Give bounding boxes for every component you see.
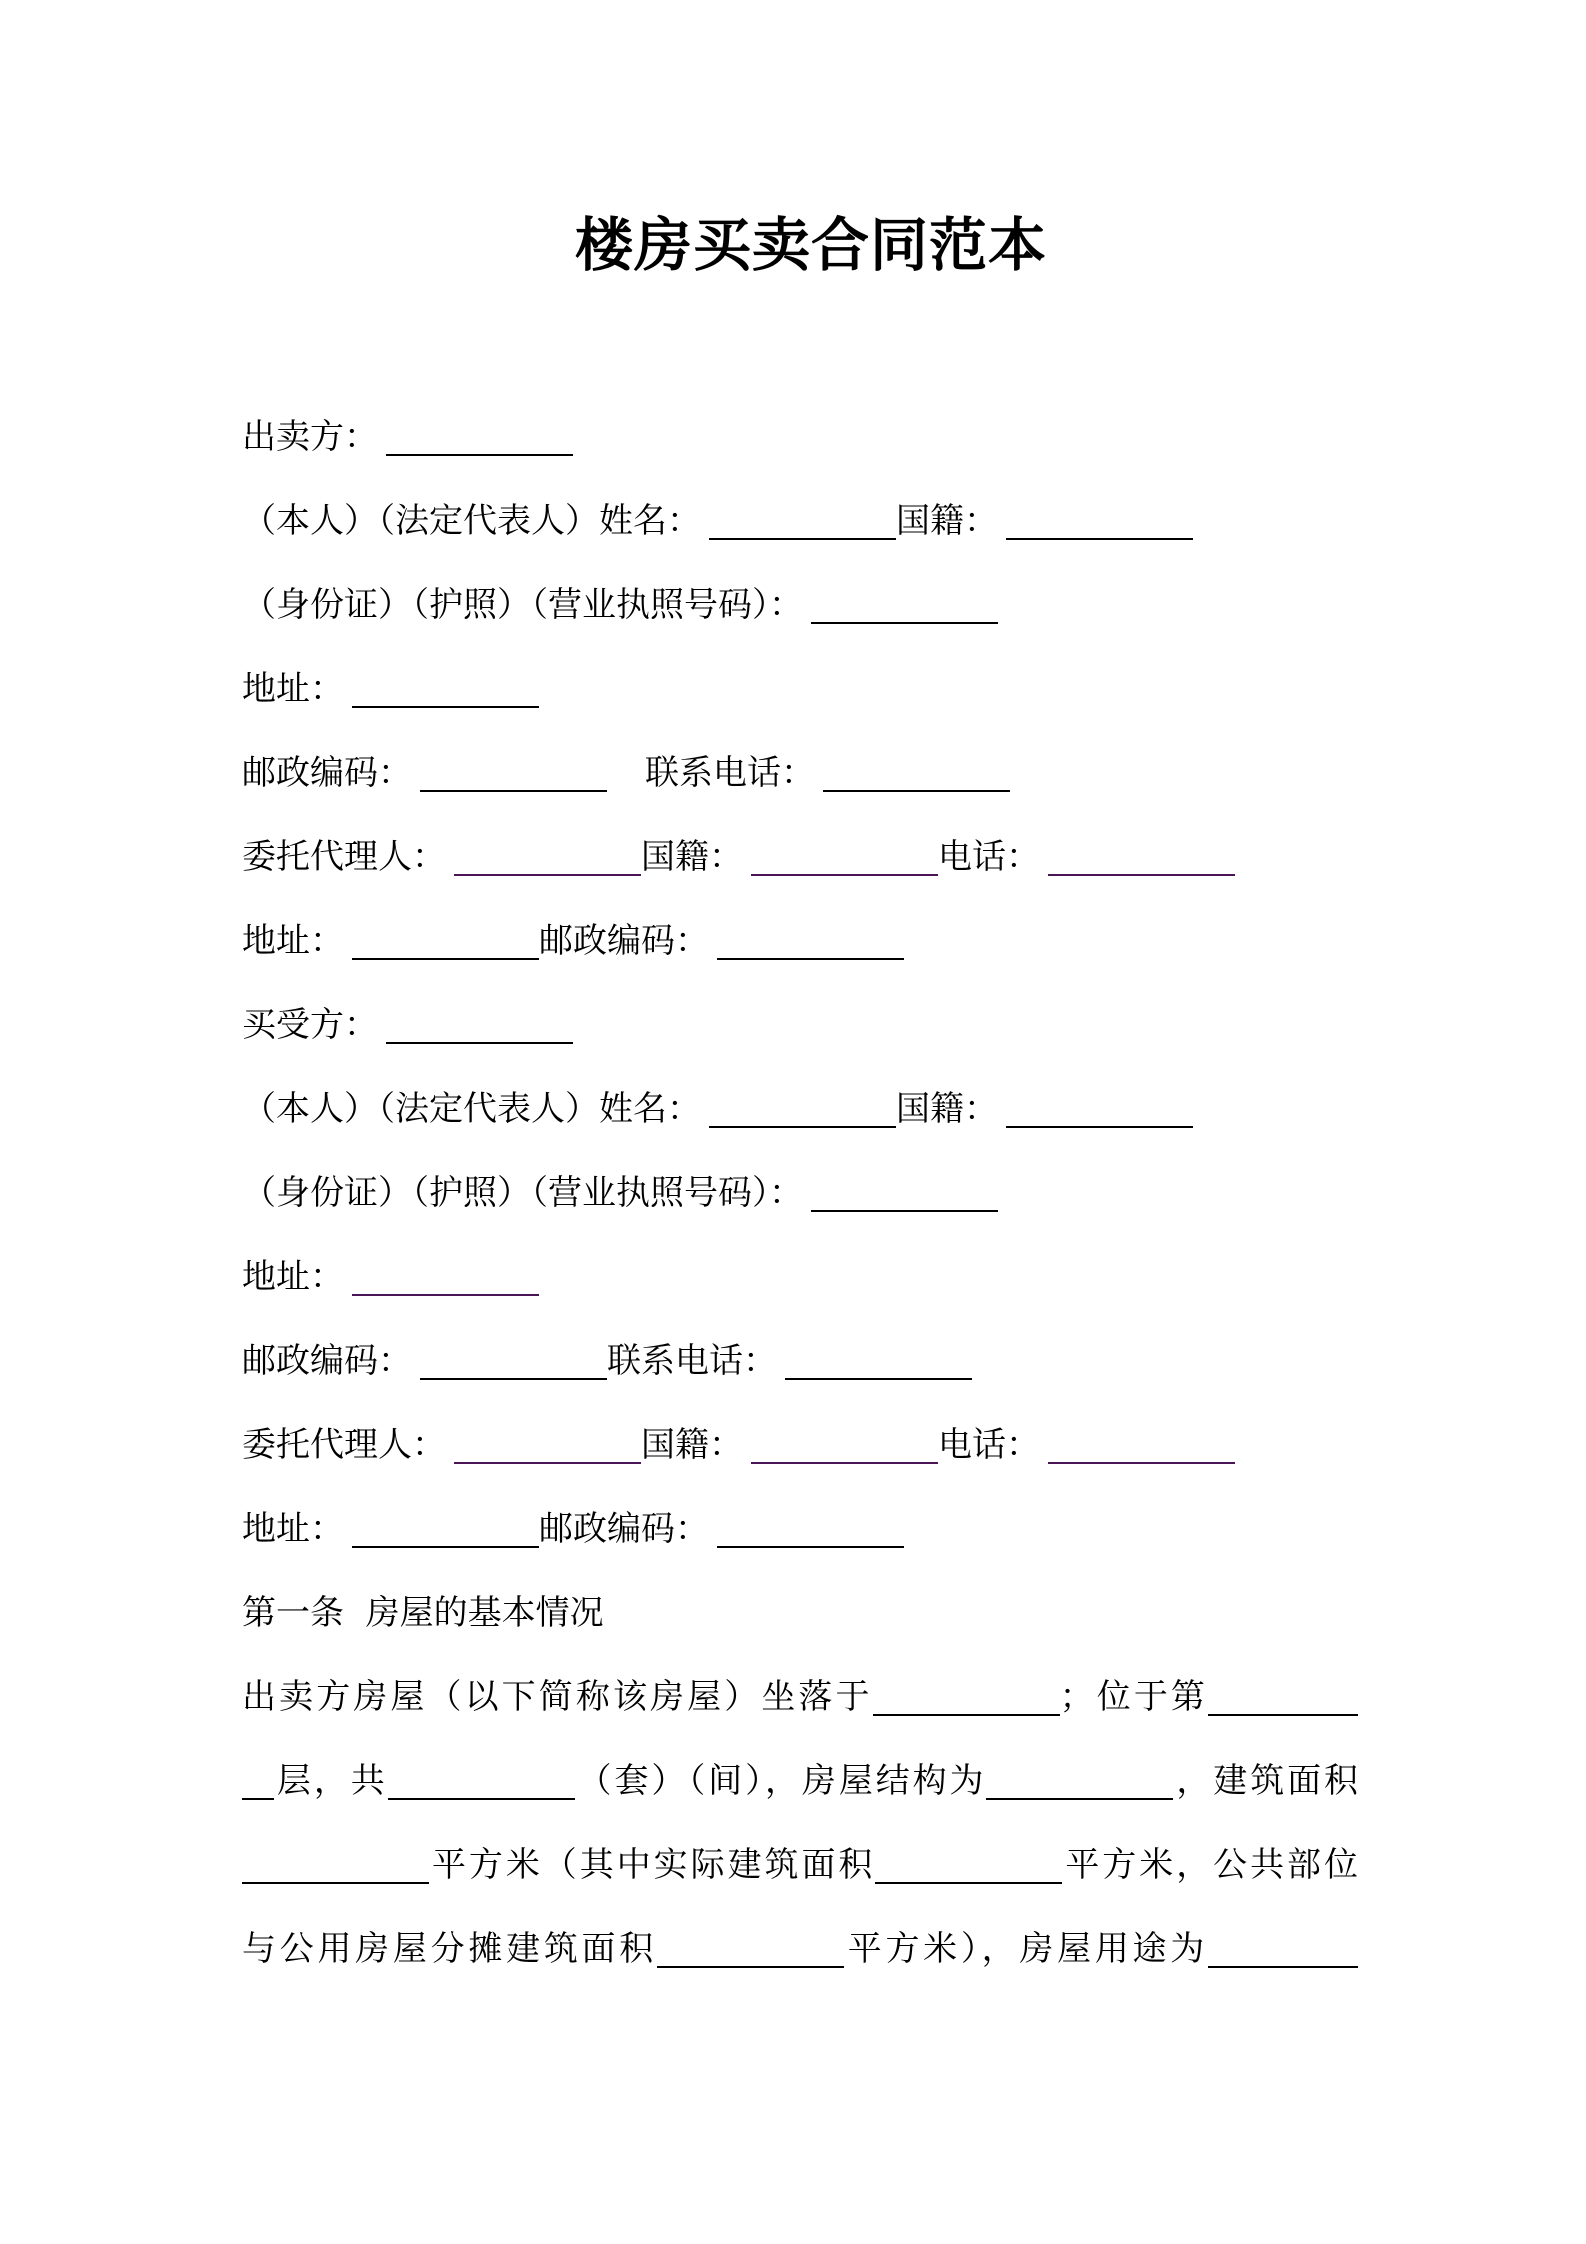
seller-party-label: 出卖方： [242,417,378,457]
floor-blank [1208,1714,1358,1716]
article1-line-4 [242,1907,1358,1991]
buyer-agent-address-row [242,1487,1358,1571]
unit-count-blank [388,1798,575,1800]
buyer-name-label: （本人）（法定代表人）姓名： [242,1089,701,1129]
buyer-phone-label: 联系电话： [607,1341,777,1381]
article1-heading: 第一条 房屋的基本情况 [242,1593,604,1633]
actual-area-blank [875,1882,1062,1884]
seller-nationality-label: 国籍： [896,501,998,541]
seller-agent-label: 委托代理人： [242,837,446,877]
article1-line-3 [242,1823,1358,1907]
seller-agent-address-label: 地址： [242,921,344,961]
article1-line3-text-a: 平方米（其中实际建筑面积 [429,1845,876,1885]
seller-id-label: （身份证）（护照）（营业执照号码）： [242,585,803,625]
seller-id-row [242,563,1358,647]
seller-id-blank [811,622,998,624]
buyer-agent-postcode-label: 邮政编码： [539,1509,709,1549]
buyer-party-blank [386,1042,573,1044]
seller-agent-row [242,815,1358,899]
article1-line-1 [242,1655,1358,1739]
seller-agent-phone-blank [1048,874,1235,876]
buyer-address-label: 地址： [242,1257,344,1297]
article1-line2-text-b: （套）（间），房屋结构为 [574,1761,987,1801]
article1-line2-text-a: 层，共 [274,1761,388,1801]
buyer-address-row [242,1235,1358,1319]
seller-agent-nationality-blank [751,874,938,876]
seller-address-blank [352,706,539,708]
article1-line1-text-b: ；位于第 [1059,1677,1209,1717]
seller-phone-label: 联系电话： [645,753,815,793]
buyer-id-label: （身份证）（护照）（营业执照号码）： [242,1173,803,1213]
buyer-nationality-label: 国籍： [896,1089,998,1129]
usage-blank [1208,1966,1358,1968]
seller-agent-phone-label: 电话： [938,837,1040,877]
buyer-agent-address-blank [352,1546,539,1548]
buyer-postcode-blank [420,1378,607,1380]
buyer-agent-row [242,1403,1358,1487]
buyer-nationality-blank [1006,1126,1193,1128]
floor-blank-continued [242,1798,274,1800]
seller-name-blank [709,538,896,540]
seller-agent-postcode-label: 邮政编码： [539,921,709,961]
buyer-address-blank [352,1294,539,1296]
seller-nationality-blank [1006,538,1193,540]
seller-postcode-row [242,731,1358,815]
buyer-postcode-label: 邮政编码： [242,1341,412,1381]
buyer-party-label: 买受方： [242,1005,378,1045]
contract-body [242,395,1358,1991]
seller-agent-nationality-label: 国籍： [641,837,743,877]
buyer-party-row [242,983,1358,1067]
seller-agent-address-blank [352,958,539,960]
buyer-agent-nationality-blank [751,1462,938,1464]
buyer-phone-blank [785,1378,972,1380]
article1-line-2 [242,1739,1358,1823]
buyer-agent-postcode-blank [717,1546,904,1548]
buyer-id-blank [811,1210,998,1212]
buyer-name-row [242,1067,1358,1151]
buyer-id-row [242,1151,1358,1235]
seller-address-row [242,647,1358,731]
article1-line1-text-a: 出卖方房屋（以下简称该房屋）坐落于 [242,1677,873,1717]
article1-line4-text-a: 与公用房屋分摊建筑面积 [242,1929,657,1969]
buyer-agent-nationality-label: 国籍： [641,1425,743,1465]
document-title: 楼房买卖合同范本 [574,211,1047,279]
seller-party-blank [386,454,573,456]
seller-address-label: 地址： [242,669,344,709]
buyer-agent-phone-label: 电话： [938,1425,1040,1465]
seller-agent-postcode-blank [717,958,904,960]
seller-postcode-label: 邮政编码： [242,753,412,793]
seller-agent-address-row [242,899,1358,983]
buyer-agent-address-label: 地址： [242,1509,344,1549]
article1-line3-text-b: 平方米，公共部位 [1062,1845,1358,1885]
seller-name-row [242,479,1358,563]
buyer-name-blank [709,1126,896,1128]
shared-area-blank [657,1966,844,1968]
buyer-agent-label: 委托代理人： [242,1425,446,1465]
seller-name-label: （本人）（法定代表人）姓名： [242,501,701,541]
seller-postcode-blank [420,790,607,792]
article1-line2-text-c: ，建筑面积 [1173,1761,1358,1801]
seller-agent-blank [454,874,641,876]
building-area-blank [242,1882,429,1884]
location-blank [873,1714,1060,1716]
structure-blank [986,1798,1173,1800]
article1-line4-text-b: 平方米），房屋用途为 [844,1929,1208,1969]
buyer-agent-phone-blank [1048,1462,1235,1464]
buyer-agent-blank [454,1462,641,1464]
seller-party-row [242,395,1358,479]
buyer-postcode-row [242,1319,1358,1403]
seller-phone-blank [823,790,1010,792]
